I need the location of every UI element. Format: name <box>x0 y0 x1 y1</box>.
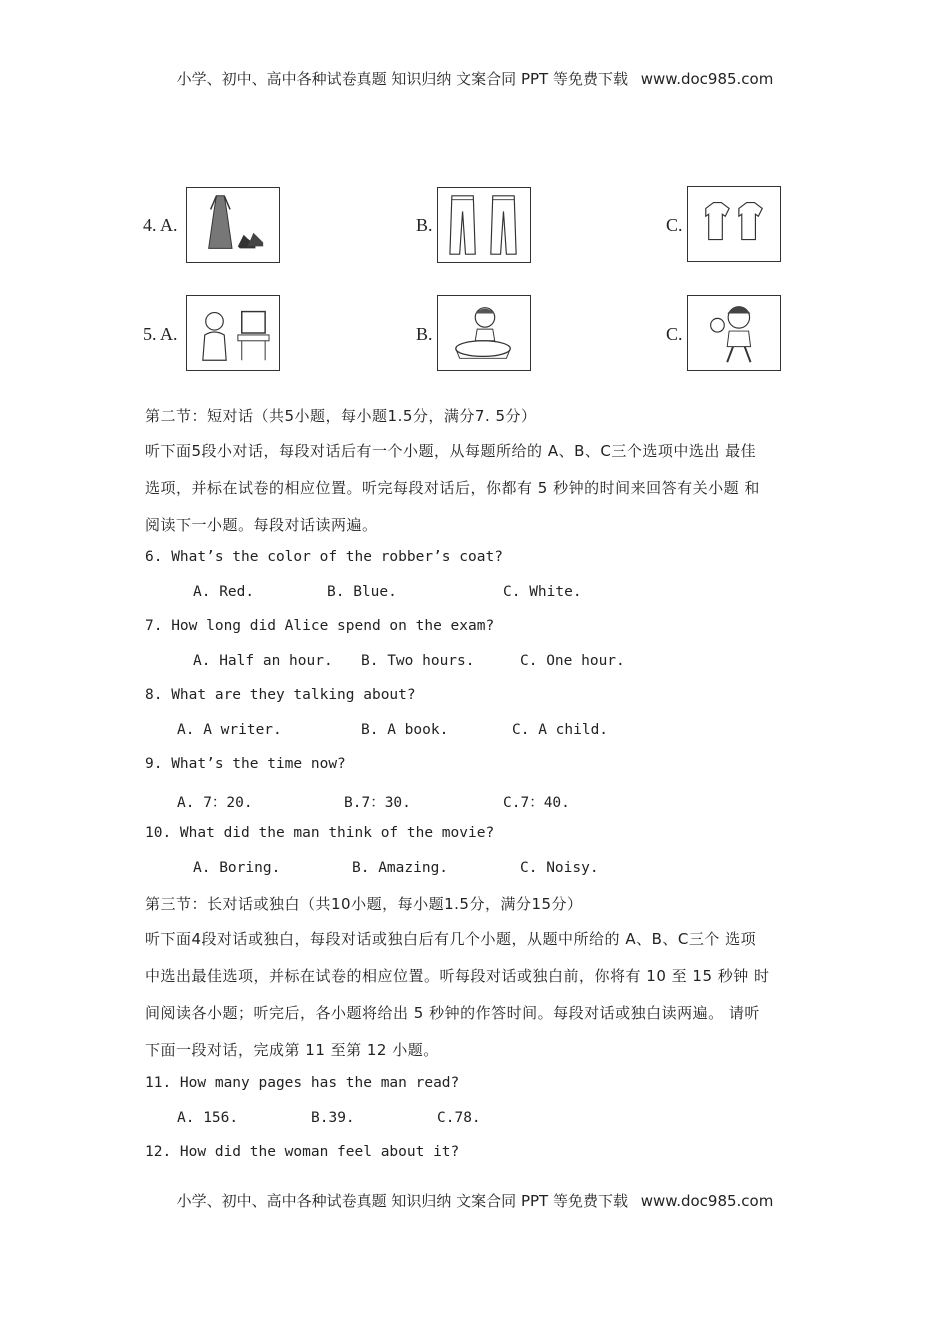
q5-option-a-picture[interactable] <box>186 295 280 371</box>
q10-option-b[interactable]: B. Amazing. <box>352 860 449 876</box>
question-7-stem: 7. How long did Alice spend on the exam? <box>145 618 495 634</box>
q11-option-a[interactable]: A. 156. <box>177 1110 239 1126</box>
watching-tv-image <box>187 296 279 370</box>
section-3-instruction: 下面一段对话，完成第 11 至第 12 小题。 <box>145 1041 439 1059</box>
q7-option-b[interactable]: B. Two hours. <box>361 653 475 669</box>
header-url[interactable]: www.doc985.com <box>640 70 774 88</box>
section-3-instruction: 间阅读各小题；听完后，各小题将给出 5 秒钟的作答时间。每段对话或独白读两遍。 请听 <box>145 1004 760 1022</box>
q7-option-a[interactable]: A. Half an hour. <box>193 653 333 669</box>
footer-text: 小学、初中、高中各种试卷真题 知识归纳 文案合同 PPT 等免费下载 <box>176 1192 628 1210</box>
footer-banner <box>0 1190 950 1211</box>
question-8-stem: 8. What are they talking about? <box>145 687 416 703</box>
q11-option-c[interactable]: C.78. <box>437 1110 481 1126</box>
q11-option-b[interactable]: B.39. <box>311 1110 355 1126</box>
question-6-stem: 6. What’s the color of the robber’s coat? <box>145 549 503 565</box>
playing-ball-image <box>688 296 780 370</box>
q5-option-b-picture[interactable] <box>437 295 531 371</box>
q4-option-b-picture[interactable] <box>437 187 531 263</box>
q4-option-c-label: C. <box>666 215 683 235</box>
q7-option-c[interactable]: C. One hour. <box>520 653 625 669</box>
question-9-stem: 9. What’s the time now? <box>145 756 346 772</box>
q9-option-b[interactable]: B.7：30. <box>344 795 411 811</box>
question-11-stem: 11. How many pages has the man read? <box>145 1075 460 1091</box>
question-12-stem: 12. How did the woman feel about it? <box>145 1144 460 1160</box>
header-banner <box>0 68 950 89</box>
header-text: 小学、初中、高中各种试卷真题 知识归纳 文案合同 PPT 等免费下载 <box>176 70 628 88</box>
q9-option-a[interactable]: A. 7：20. <box>177 795 253 811</box>
q5-option-c-label: C. <box>666 324 683 344</box>
q8-option-b[interactable]: B. A book. <box>361 722 449 738</box>
tshirts-image <box>688 187 780 261</box>
q4-option-b-label: B. <box>416 215 433 235</box>
q6-option-c[interactable]: C. White. <box>503 584 582 600</box>
q10-option-a[interactable]: A. Boring. <box>193 860 281 876</box>
q4-option-c-picture[interactable] <box>687 186 781 262</box>
question-4-label: 4. A. <box>143 215 178 235</box>
q5-option-c-picture[interactable] <box>687 295 781 371</box>
washing-clothes-image <box>438 296 530 370</box>
q9-option-c[interactable]: C.7：40. <box>503 795 570 811</box>
q6-option-b[interactable]: B. Blue. <box>327 584 397 600</box>
dress-shoes-image <box>187 188 279 262</box>
question-5-label: 5. A. <box>143 324 178 344</box>
q5-option-b-label: B. <box>416 324 433 344</box>
q8-option-c[interactable]: C. A child. <box>512 722 609 738</box>
section-2-instruction: 听下面5段小对话，每段对话后有一个小题，从每题所给的 A、B、C三个选项中选出 最佳 <box>145 442 757 460</box>
q10-option-c[interactable]: C. Noisy. <box>520 860 599 876</box>
section-3-instruction: 听下面4段对话或独白，每段对话或独白后有几个小题，从题中所给的 A、B、C三个 选项 <box>145 930 757 948</box>
q8-option-a[interactable]: A. A writer. <box>177 722 282 738</box>
section-3-title: 第三节：长对话或独白（共10小题，每小题1.5分，满分15分） <box>145 895 583 913</box>
q6-option-a[interactable]: A. Red. <box>193 584 255 600</box>
footer-url[interactable]: www.doc985.com <box>640 1192 774 1210</box>
section-2-instruction: 选项，并标在试卷的相应位置。听完每段对话后，你都有 5 秒钟的时间来回答有关小题 和 <box>145 479 760 497</box>
section-2-title: 第二节：短对话（共5小题，每小题1.5分，满分7. 5分） <box>145 407 537 425</box>
trousers-image <box>438 188 530 262</box>
q4-option-a-picture[interactable] <box>186 187 280 263</box>
section-2-instruction: 阅读下一小题。每段对话读两遍。 <box>145 516 378 534</box>
question-10-stem: 10. What did the man think of the movie? <box>145 825 495 841</box>
section-3-instruction: 中选出最佳选项，并标在试卷的相应位置。听每段对话或独白前，你将有 10 至 15 秒钟 时 <box>145 967 770 985</box>
